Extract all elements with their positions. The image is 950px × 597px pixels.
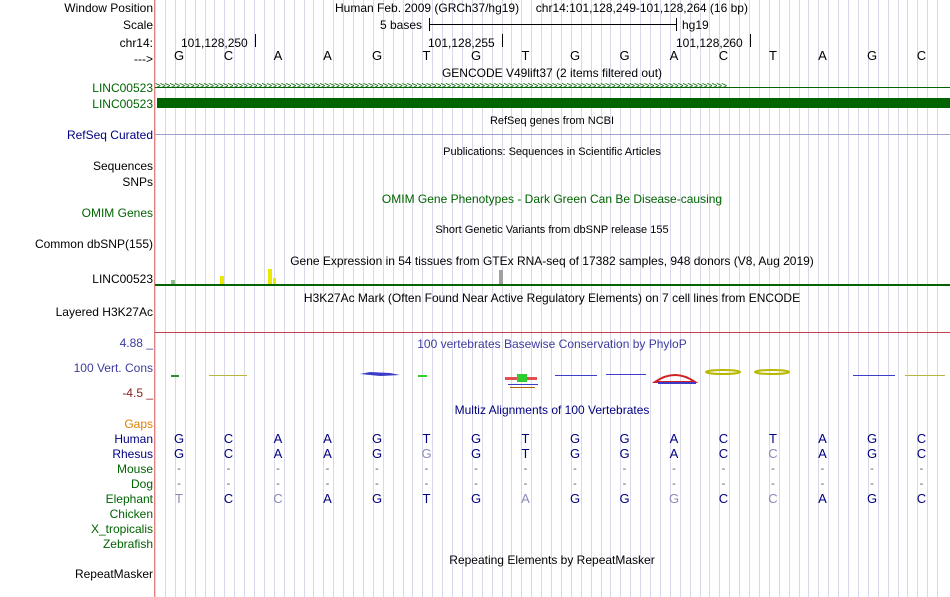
h3k27ac-line [155, 332, 950, 333]
scale-bar-left-tick [429, 18, 430, 31]
repeatmasker-track-title: Repeating Elements by RepeatMasker [449, 553, 655, 567]
gtex-bar[interactable] [171, 280, 175, 284]
alignment-base-human: G [371, 431, 383, 446]
alignment-base-human: A [669, 431, 679, 446]
base-letter: G [569, 48, 581, 63]
alignment-base-dog: - [622, 478, 627, 490]
label-species-rhesus[interactable]: Rhesus [112, 447, 153, 461]
alignment-base-rhesus: G [470, 446, 482, 461]
alignment-base-dog: - [375, 478, 379, 490]
alignment-base-mouse: - [919, 463, 924, 475]
phylop-mark [606, 374, 646, 375]
alignment-base-dog: - [424, 478, 429, 490]
base-letter: A [669, 48, 679, 63]
gtex-bar[interactable] [499, 270, 503, 284]
label-snps[interactable]: SNPs [122, 175, 153, 189]
ruler-tick-2 [502, 34, 503, 47]
alignment-base-rhesus: A [818, 446, 827, 461]
alignment-base-mouse: - [771, 463, 775, 475]
gencode-track-title: GENCODE V49lift37 (2 items filtered out) [441, 66, 663, 80]
alignment-base-mouse: - [622, 463, 627, 475]
phylop-mark [171, 375, 179, 377]
alignment-base-mouse: - [226, 463, 231, 475]
alignment-base-rhesus: A [273, 446, 283, 461]
alignment-base-rhesus: C [916, 446, 927, 461]
label-species-chicken[interactable]: Chicken [109, 507, 153, 521]
alignment-base-dog: - [672, 478, 676, 490]
alignment-base-dog: - [523, 478, 528, 490]
label-phylop-max: 4.88 _ [119, 336, 153, 350]
phylop-mark [706, 370, 740, 374]
alignment-base-dog: - [771, 478, 775, 490]
alignment-base-human: G [866, 431, 878, 446]
phylop-track-title: 100 vertebrates Basewise Conservation by PhyloP [417, 337, 687, 351]
alignment-base-dog: - [919, 478, 924, 490]
base-letter: G [470, 48, 482, 63]
alignment-base-human: G [470, 431, 482, 446]
ruler-tick-label-3: 101,128,260 [676, 36, 743, 50]
label-species-mouse[interactable]: Mouse [116, 462, 153, 476]
track-labels-column [0, 0, 153, 597]
alignment-base-human: C [718, 431, 729, 446]
alignment-base-mouse: - [276, 463, 280, 475]
alignment-base-dog: - [474, 478, 478, 490]
alignment-base-elephant: C [916, 491, 927, 506]
alignment-base-human: G [173, 431, 185, 446]
assembly-title [335, 1, 748, 15]
label-scale[interactable]: Scale [122, 18, 153, 32]
base-letter: C [718, 48, 729, 63]
alignment-base-dog: - [276, 478, 280, 490]
base-letter: G [866, 48, 878, 63]
phylop-mark [360, 372, 400, 376]
alignment-base-elephant: G [668, 491, 680, 506]
label-sequences[interactable]: Sequences [92, 159, 153, 173]
label-species-elephant[interactable]: Elephant [105, 492, 153, 506]
alignment-base-mouse: - [721, 463, 726, 475]
ruler-tick-label-2: 101,128,255 [428, 36, 495, 50]
alignment-base-human: C [223, 431, 234, 446]
alignment-base-dog: - [870, 478, 874, 490]
alignment-base-dog: - [177, 478, 181, 490]
alignment-base-elephant: T [175, 491, 183, 506]
ruler-tick-label-1: 101,128,250 [181, 36, 248, 50]
assembly-name: Human Feb. 2009 (GRCh37/hg19) [335, 1, 520, 15]
label-linc00523-1[interactable]: LINC00523 [92, 81, 153, 95]
phylop-mark [853, 375, 895, 376]
track-image-area[interactable] [155, 0, 950, 597]
phylop-mark [510, 387, 535, 388]
label-omim-genes[interactable]: OMIM Genes [81, 206, 153, 220]
label-100-vert-cons[interactable]: 100 Vert. Cons [73, 361, 153, 375]
phylop-mark [209, 375, 247, 376]
alignment-base-rhesus: G [371, 446, 383, 461]
base-letter: A [323, 48, 332, 63]
base-letter: C [916, 48, 927, 63]
label-species-human[interactable]: Human [114, 432, 153, 446]
alignment-base-human: A [818, 431, 827, 446]
alignment-base-rhesus: G [569, 446, 581, 461]
alignment-base-human: G [569, 431, 581, 446]
alignment-base-mouse: - [424, 463, 429, 475]
label-layered-h3k27ac[interactable]: Layered H3K27Ac [55, 305, 153, 319]
alignment-base-human: T [769, 431, 777, 446]
phylop-mark [555, 375, 597, 376]
phylop-mark [658, 382, 696, 384]
alignment-base-rhesus: C [768, 446, 778, 461]
h3k27ac-track-title: H3K27Ac Mark (Often Found Near Active Regulatory Elements) on 7 cell lines from ENCODE [303, 291, 801, 305]
base-letter: G [371, 48, 383, 63]
alignment-base-human: T [422, 431, 431, 446]
alignment-base-mouse: - [177, 463, 181, 475]
alignment-base-mouse: - [870, 463, 874, 475]
alignment-base-mouse: - [325, 463, 330, 475]
phylop-mark [905, 375, 945, 376]
label-linc00523-2[interactable]: LINC00523 [92, 97, 153, 111]
label-phylop-min: -4.5 _ [122, 386, 153, 400]
alignment-base-rhesus: C [223, 446, 234, 461]
alignment-base-mouse: - [672, 463, 676, 475]
alignment-base-dog: - [226, 478, 231, 490]
phylop-mark [418, 375, 427, 377]
scale-db: hg19 [682, 18, 709, 32]
label-gaps[interactable]: Gaps [124, 417, 153, 431]
label-refseq-curated[interactable]: RefSeq Curated [66, 128, 153, 142]
alignment-base-rhesus: G [421, 446, 432, 461]
alignment-base-elephant: C [223, 491, 234, 506]
label-chromosome[interactable]: chr14: [119, 36, 153, 50]
ruler-tick-3 [750, 34, 751, 47]
alignment-base-rhesus: A [323, 446, 332, 461]
alignment-base-rhesus: A [669, 446, 679, 461]
alignment-base-elephant: A [818, 491, 827, 506]
alignment-base-rhesus: G [173, 446, 185, 461]
base-letter: C [223, 48, 234, 63]
phylop-mark [755, 370, 789, 374]
multiz-track-title: Multiz Alignments of 100 Vertebrates [454, 403, 650, 417]
publications-track-title: Publications: Sequences in Scientific Articles [443, 146, 661, 158]
base-letter: T [422, 48, 431, 63]
alignment-base-human: C [916, 431, 927, 446]
alignment-base-elephant: C [768, 491, 778, 506]
scale-bar-right-tick [676, 18, 677, 31]
base-letter: A [273, 48, 283, 63]
label-strand-arrow[interactable]: ---> [134, 52, 153, 66]
base-letter: T [769, 48, 777, 63]
alignment-base-elephant: C [718, 491, 729, 506]
label-species-x-tropicalis[interactable]: X_tropicalis [90, 522, 153, 536]
alignment-base-elephant: A [323, 491, 332, 506]
gtex-bar[interactable] [220, 276, 224, 284]
phylop-mark [655, 375, 695, 382]
alignment-base-elephant: G [866, 491, 878, 506]
gtex-bar[interactable] [273, 278, 276, 284]
base-letter: G [619, 48, 630, 63]
alignment-base-rhesus: C [718, 446, 729, 461]
alignment-base-elephant: G [619, 491, 630, 506]
label-window-position[interactable]: Window Position [64, 1, 153, 15]
phylop-signal[interactable] [155, 360, 950, 395]
alignment-base-mouse: - [573, 463, 577, 475]
gtex-track-title: Gene Expression in 54 tissues from GTEx RNA-seq of 17382 samples, 948 donors (V8, Aug 2019) [290, 254, 814, 268]
scale-text: 5 bases [380, 18, 423, 32]
alignment-base-mouse: - [523, 463, 528, 475]
alignment-base-elephant: G [569, 491, 581, 506]
alignment-base-mouse: - [820, 463, 825, 475]
alignment-base-elephant: C [273, 491, 283, 506]
base-letter: G [173, 48, 185, 63]
alignment-base-human: A [273, 431, 283, 446]
alignment-base-mouse: - [375, 463, 379, 475]
alignment-base-rhesus: G [619, 446, 630, 461]
alignment-base-human: A [323, 431, 332, 446]
gene-strand-arrows[interactable]: >>>>>>>>>>>>>>>>>>>>>>>>>>>>>>>>>>>>>>>>>>>>>>>>>>>>>>>>>>>>>>>>>>>>>>>>>>>>>>>>>>>>>>>>>>>>>>>>>>>>>>>>>>>>>>>>>>>>>> [155, 81, 727, 92]
label-species-dog[interactable]: Dog [130, 477, 153, 491]
scale-bar [429, 24, 677, 25]
gtex-baseline [155, 284, 950, 286]
alignment-base-rhesus: T [521, 446, 530, 461]
alignment-base-dog: - [820, 478, 825, 490]
base-letter: T [521, 48, 530, 63]
position-range: chr14:101,128,249-101,128,264 (16 bp) [535, 1, 748, 15]
refseq-track-title: RefSeq genes from NCBI [489, 115, 615, 127]
label-species-zebrafish[interactable]: Zebrafish [102, 537, 153, 551]
alignment-base-elephant: T [422, 491, 431, 506]
phylop-mark [508, 384, 538, 385]
gene-exon-block[interactable] [157, 98, 950, 108]
alignment-base-mouse: - [474, 463, 478, 475]
alignment-base-dog: - [325, 478, 330, 490]
alignment-base-elephant: A [521, 491, 530, 506]
alignment-base-human: G [619, 431, 630, 446]
alignment-base-dog: - [573, 478, 577, 490]
alignment-base-dog: - [721, 478, 726, 490]
label-common-dbsnp[interactable]: Common dbSNP(155) [34, 237, 153, 251]
phylop-mark [517, 374, 527, 382]
alignment-base-rhesus: G [866, 446, 878, 461]
dbsnp-track-title: Short Genetic Variants from dbSNP release 155 [435, 224, 669, 236]
gtex-bar[interactable] [268, 269, 272, 284]
alignment-base-human: T [521, 431, 530, 446]
ruler-tick-1 [255, 34, 256, 47]
label-linc00523-gtex[interactable]: LINC00523 [92, 272, 153, 286]
refseq-line [155, 134, 950, 135]
alignment-base-elephant: G [371, 491, 383, 506]
omim-track-title: OMIM Gene Phenotypes - Dark Green Can Be Disease-causing [381, 192, 723, 206]
base-letter: A [818, 48, 827, 63]
alignment-base-elephant: G [470, 491, 482, 506]
label-repeatmasker[interactable]: RepeatMasker [74, 567, 153, 581]
